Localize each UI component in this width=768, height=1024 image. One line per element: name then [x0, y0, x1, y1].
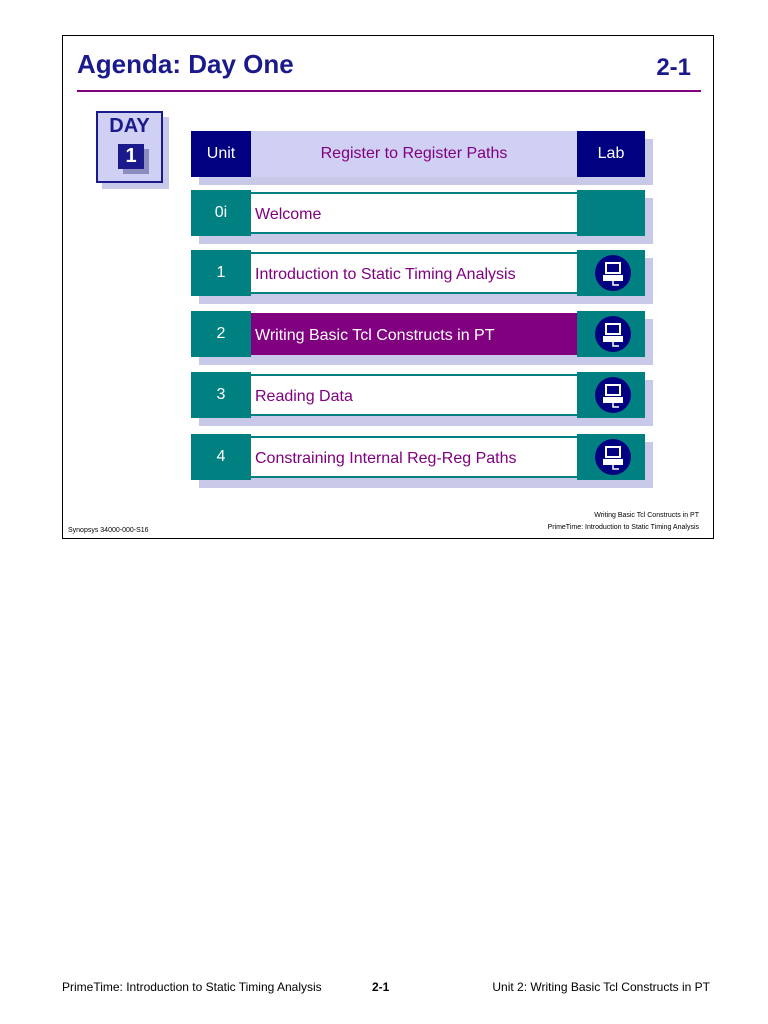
row-lab: [577, 250, 645, 296]
slide-footer-module: Writing Basic Tcl Constructs in PT: [594, 512, 699, 519]
row-unit: 3: [191, 372, 251, 418]
row-unit: 0i: [191, 190, 251, 236]
page-number: 2-1: [372, 980, 390, 994]
row-lab: [577, 311, 645, 357]
page-footer-left: PrimeTime: Introduction to Static Timing Analysis: [62, 980, 322, 994]
row-title: Welcome: [251, 192, 577, 234]
slide: [62, 35, 714, 539]
page-footer-right: Unit 2: Writing Basic Tcl Constructs in PT: [492, 980, 710, 994]
day-badge: [96, 111, 163, 183]
computer-icon: [595, 255, 631, 291]
day-number: 1: [118, 144, 144, 169]
computer-icon: [595, 439, 631, 475]
title-divider: [77, 90, 701, 92]
row-title: Writing Basic Tcl Constructs in PT: [251, 313, 577, 355]
row-lab: [577, 372, 645, 418]
row-lab: [577, 190, 645, 236]
agenda-row: [191, 372, 645, 418]
header-unit: Unit: [191, 131, 251, 177]
header-title: Register to Register Paths: [251, 131, 577, 177]
day-label: DAY: [109, 115, 150, 137]
row-title: Introduction to Static Timing Analysis: [251, 252, 577, 294]
header-lab: Lab: [577, 131, 645, 177]
computer-icon: [595, 316, 631, 352]
badge-face: [96, 111, 163, 183]
slide-footer-copyright: Synopsys 34000-000-S16: [68, 527, 149, 534]
slide-footer-course: PrimeTime: Introduction to Static Timing Analysis: [547, 524, 699, 531]
agenda-header-row: [191, 131, 645, 177]
slide-title: Agenda: Day One: [77, 49, 294, 79]
agenda-row-current: [191, 311, 645, 357]
row-unit: 1: [191, 250, 251, 296]
row-lab: [577, 434, 645, 480]
slide-number: 2-1: [656, 54, 691, 81]
row-title: Reading Data: [251, 374, 577, 416]
computer-icon: [595, 377, 631, 413]
agenda-row: [191, 250, 645, 296]
row-unit: 4: [191, 434, 251, 480]
agenda-row: [191, 190, 645, 236]
row-unit: 2: [191, 311, 251, 357]
row-title: Constraining Internal Reg-Reg Paths: [251, 436, 577, 478]
agenda-row: [191, 434, 645, 480]
